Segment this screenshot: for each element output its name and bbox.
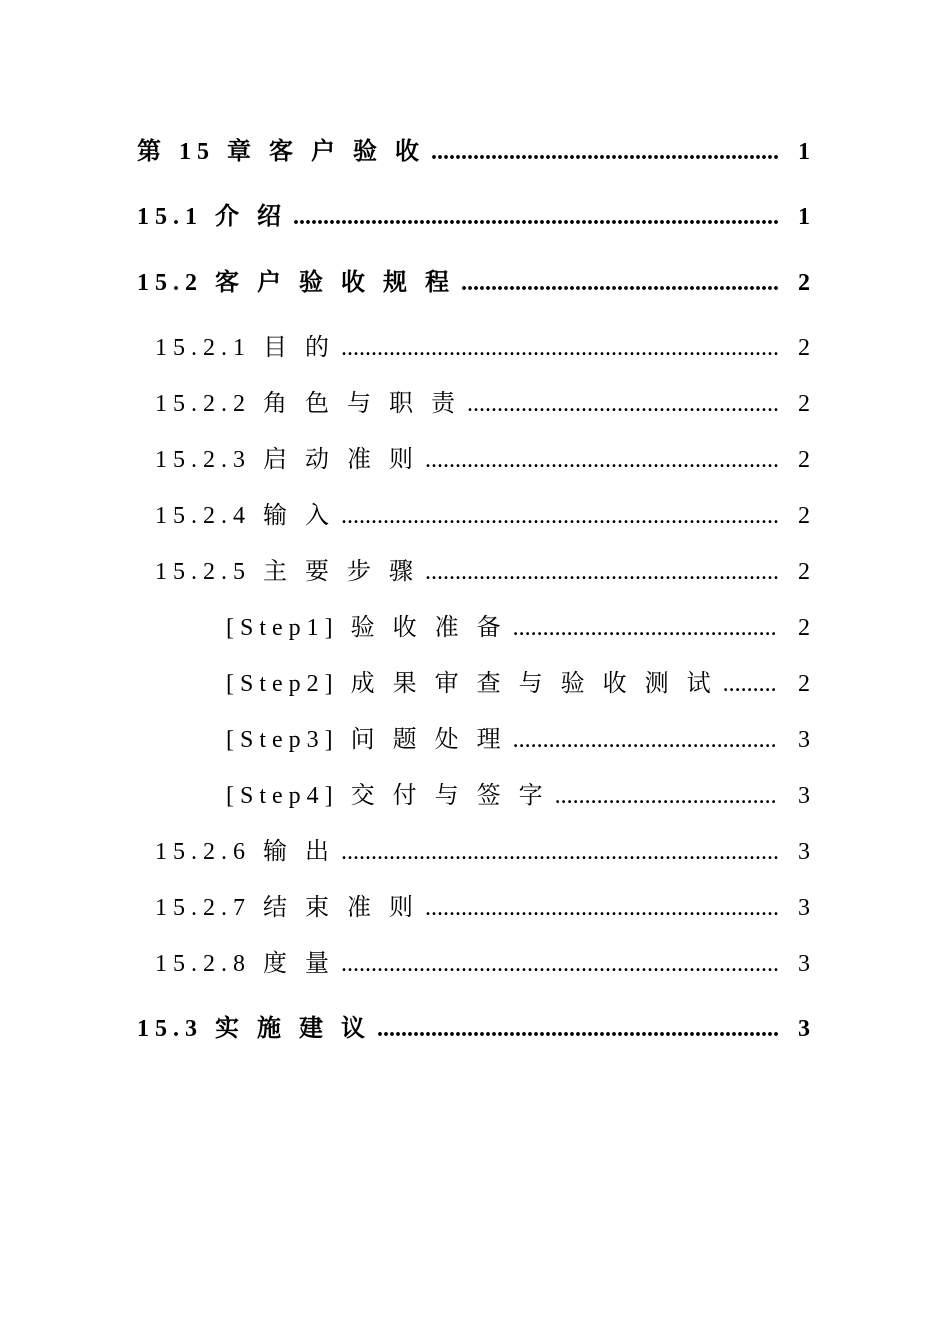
toc-page-number: 3	[798, 783, 810, 809]
toc-entry-label: 15.1 介 绍	[137, 204, 287, 230]
toc-entry-15-2-8[interactable]	[155, 946, 810, 982]
toc-page-number: 2	[798, 447, 810, 473]
toc-entry-label: 15.2.8 度 量	[155, 951, 335, 977]
toc-page-number: 2	[798, 335, 810, 361]
toc-entry-15-2-7[interactable]	[155, 890, 810, 926]
toc-page-number: 3	[798, 839, 810, 865]
toc-entry-step4[interactable]	[226, 778, 810, 814]
toc-dot-leader	[341, 834, 778, 870]
toc-entry-15-1[interactable]	[137, 199, 810, 235]
toc-entry-step1[interactable]	[226, 610, 810, 646]
toc-dot-leader	[341, 946, 778, 982]
toc-entry-15-2-2[interactable]	[155, 386, 810, 422]
toc-entry-15-2-6[interactable]	[155, 834, 810, 870]
toc-entry-15-2-1[interactable]	[155, 330, 810, 366]
toc-page-number: 3	[798, 727, 810, 753]
toc-entry-step2[interactable]	[226, 666, 810, 702]
toc-page-number: 2	[798, 270, 810, 296]
toc-dot-leader	[513, 722, 778, 758]
toc-entry-label: 15.2.5 主 要 步 骤	[155, 559, 419, 585]
toc-dot-leader	[425, 442, 778, 478]
toc-entry-15-3[interactable]	[137, 1011, 810, 1047]
toc-page-number: 3	[798, 895, 810, 921]
toc-entry-label: 15.2.3 启 动 准 则	[155, 447, 419, 473]
toc-dot-leader	[341, 330, 778, 366]
toc-entry-label: 15.2.1 目 的	[155, 335, 335, 361]
toc-dot-leader	[293, 199, 778, 235]
toc-entry-label: [Step2] 成 果 审 查 与 验 收 测 试	[226, 671, 717, 697]
toc-dot-leader	[555, 778, 778, 814]
toc-page-number: 2	[798, 559, 810, 585]
toc-dot-leader	[723, 666, 778, 702]
toc-dot-leader	[431, 134, 778, 170]
toc-dot-leader	[425, 890, 778, 926]
toc-page-number: 1	[798, 204, 810, 230]
toc-entry-label: [Step3] 问 题 处 理	[226, 727, 507, 753]
toc-entry-label: 第 15 章 客 户 验 收	[137, 139, 425, 165]
toc-dot-leader	[341, 498, 778, 534]
toc-entry-label: 15.3 实 施 建 议	[137, 1016, 371, 1042]
toc-entry-step3[interactable]	[226, 722, 810, 758]
toc-page-number: 2	[798, 671, 810, 697]
toc-entry-label: 15.2 客 户 验 收 规 程	[137, 270, 455, 296]
toc-page-number: 3	[798, 1016, 810, 1042]
toc-entry-label: 15.2.6 输 出	[155, 839, 335, 865]
toc-page-number: 2	[798, 615, 810, 641]
toc-dot-leader	[461, 265, 778, 301]
toc-dot-leader	[425, 554, 778, 590]
toc-entry-15-2[interactable]	[137, 265, 810, 301]
toc-dot-leader	[377, 1011, 778, 1047]
toc-entry-label: 15.2.7 结 束 准 则	[155, 895, 419, 921]
toc-page-number: 1	[798, 139, 810, 165]
toc-entry-15-2-3[interactable]	[155, 442, 810, 478]
toc-entry-label: [Step4] 交 付 与 签 字	[226, 783, 549, 809]
toc-page-number: 3	[798, 951, 810, 977]
toc-page-number: 2	[798, 391, 810, 417]
toc-entry-label: 15.2.2 角 色 与 职 责	[155, 391, 461, 417]
toc-entry-label: 15.2.4 输 入	[155, 503, 335, 529]
toc-entry-label: [Step1] 验 收 准 备	[226, 615, 507, 641]
toc-entry-15-2-5[interactable]	[155, 554, 810, 590]
toc-entry-chapter-15[interactable]	[137, 134, 810, 170]
toc-page-number: 2	[798, 503, 810, 529]
toc-dot-leader	[467, 386, 778, 422]
toc-dot-leader	[513, 610, 778, 646]
toc-entry-15-2-4[interactable]	[155, 498, 810, 534]
